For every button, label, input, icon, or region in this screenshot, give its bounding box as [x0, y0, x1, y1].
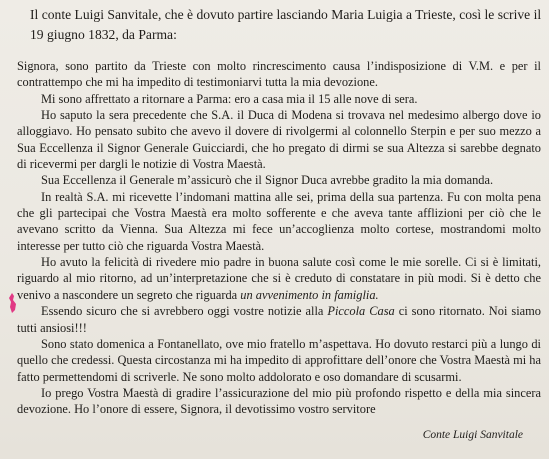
- letter-paragraph-7-end: ci sono ritornato. Noi siamo tutti ansiosi!!!: [17, 304, 541, 335]
- letter-paragraph-6-text: Ho avuto la felicità di rivedere mio padre in buona salute così come le mie sorelle. Ci si è limitati, riguardo al mio ritorno, ad un’interpretazione che si è creduto di constatare in più modi. Si è detto che venivo a nascondere un segreto che riguarda: [17, 255, 541, 302]
- letter-paragraph-7: [17, 303, 541, 336]
- letter-paragraph-1: Signora, sono partito da Trieste con molto rincrescimento causa l’indisposizione di V.M. e per il contrattempo che mi ha impedito di testimoniarvi tutta la mia devozione.: [17, 59, 541, 90]
- letter-paragraph-6: [17, 254, 541, 303]
- signature: Conte Luigi Sanvitale: [422, 429, 523, 441]
- letter-paragraph-8: Sono stato domenica a Fontanellato, ove mio fratello m’aspettava. Ho dovuto restarci più a lungo di quello che credessi. Questa circostanza mi ha impedito di approfittare dell’onore che Vostra Maestà mi ha fatto permettendomi di scriverle. Ne sono molto addolorato e oso domandare di scusarmi.: [17, 336, 541, 384]
- pink-highlighter-mark: [7, 292, 21, 314]
- intro-paragraph: Il conte Luigi Sanvitale, che è dovuto partire lasciando Maria Luigia a Trieste, così le scrive il 19 giugno 1832, da Parma:: [30, 7, 542, 42]
- letter-paragraph-4: Sua Eccellenza il Generale m’assicurò che il Signor Duca avrebbe gradito la mia domanda.: [41, 173, 494, 188]
- italic-piccola-casa: Piccola Casa: [327, 304, 395, 319]
- letter-body: [17, 58, 541, 418]
- letter-paragraph-7-text: Essendo sicuro che si avrebbero oggi vostre notizie alla: [41, 304, 328, 319]
- letter-paragraph-9: Io prego Vostra Maestà di gradire l’assicurazione del mio più profondo rispetto e della mia sincera devozione. Ho l’onore di essere, Signora, il devotissimo vostro servitore: [17, 385, 541, 417]
- letter-paragraph-5: In realtà S.A. mi ricevette l’indomani mattina alle sei, prima della sua partenza. Fu con molta pena che gli partecipai che Vostra Maestà era molto sofferente e che aveva tante afflizioni per ciò che le avevano scritto da Vienna. Sua Altezza mi fece un’accoglienza molto cortese, mostrandomi molto interesse per tutto ciò che riguarda Vostra Maestà.: [17, 189, 541, 253]
- letter-paragraph-3: Ho saputo la sera precedente che S.A. il Duca di Modena si trovava nel medesimo albergo dove io alloggiavo. Ho pensato subito che avevo il dovere di rivolgermi al colonnello Sterpin e per suo mezzo a Sua Eccellenza il Signor Generale Guicciardi, che ho pregato di dirmi se sua Altezza si sarebbe degnato di ricevermi per dargli le notizie di Vostra Maestà.: [17, 108, 541, 172]
- letter-paragraph-2: Mi sono affrettato a ritornare a Parma: ero a casa mia il 15 alle nove di sera.: [41, 91, 418, 106]
- italic-phrase: un avvenimento in famiglia.: [240, 287, 379, 302]
